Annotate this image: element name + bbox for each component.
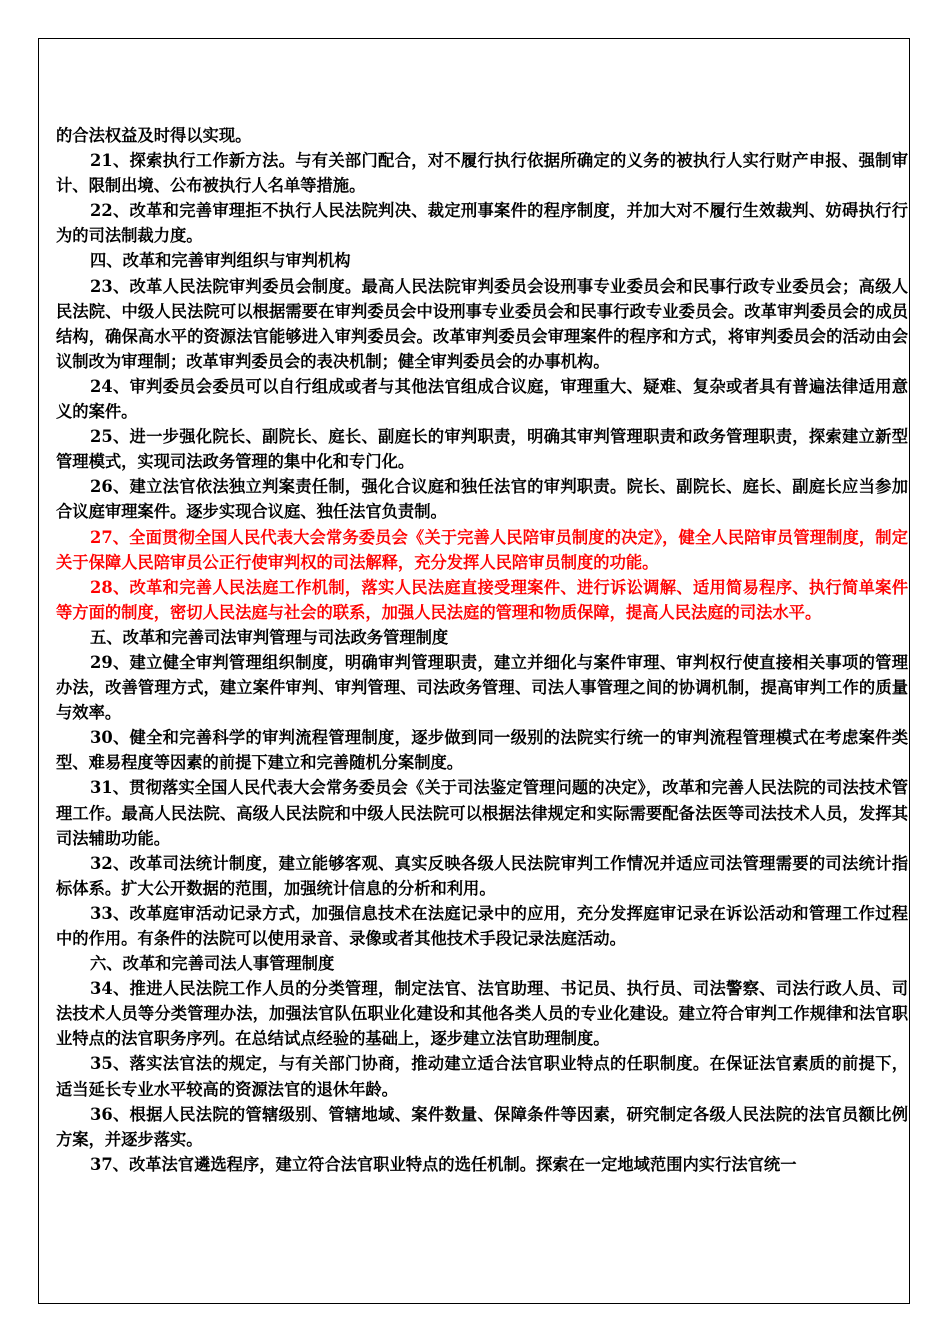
paragraph-item-27-highlighted: 27、全面贯彻全国人民代表大会常务委员会《关于完善人民陪审员制度的决定》，健全人民陪审员管理制度，制定关于保障人民陪审员公正行使审判权的司法解释，充分发挥人民陪审员制度的功能。 (56, 527, 908, 572)
paragraph-item-29: 29、建立健全审判管理组织制度，明确审判管理职责，建立并细化与案件审理、审判权行使直接相关事项的管理办法，改善管理方式，建立案件审判、审判管理、司法政务管理、司法人事管理之间的协调机制，提高审判工作的质量与效率。 (56, 652, 908, 723)
paragraph-item-24: 24、审判委员会委员可以自行组成或者与其他法官组成合议庭，审理重大、疑难、复杂或者具有普遍法律适用意义的案件。 (56, 376, 908, 422)
paragraph-item-36: 36、根据人民法院的管辖级别、管辖地域、案件数量、保障条件等因素，研究制定各级人民法院的法官员额比例方案，并逐步落实。 (56, 1104, 908, 1149)
paragraph-item-22: 22、改革和完善审理拒不执行人民法院判决、裁定刑事案件的程序制度，并加大对不履行生效裁判、妨碍执行行为的司法制裁力度。 (56, 201, 908, 246)
paragraph-item-30: 30、健全和完善科学的审判流程管理制度，逐步做到同一级别的法院实行统一的审判流程管理模式在考虑案件类型、难易程度等因素的前提下建立和完善随机分案制度。 (56, 728, 908, 773)
document-body (56, 123, 908, 1177)
paragraph-item-37: 37、改革法官遴选程序，建立符合法官职业特点的选任机制。探索在一定地域范围内实行法官统一 (90, 1154, 797, 1174)
section-heading-4: 四、改革和完善审判组织与审判机构 (90, 251, 351, 271)
paragraph-item-35: 35、落实法官法的规定，与有关部门协商，推动建立适合法官职业特点的任职制度。在保证法官素质的前提下，适当延长专业水平较高的资源法官的退休年龄。 (56, 1054, 908, 1099)
paragraph-item-34: 34、推进人民法院工作人员的分类管理，制定法官、法官助理、书记员、执行员、司法警察、司法行政人员、司法技术人员等分类管理办法，加强法官队伍职业化建设和其他各类人员的专业化建设。建立符合审判工作规律和法官职业特点的法官职务序列。在总结试点经验的基础上，逐步建立法官助理制度。 (56, 979, 908, 1049)
paragraph-item-31: 31、贯彻落实全国人民代表大会常务委员会《关于司法鉴定管理问题的决定》，改革和完善人民法院的司法技术管理工作。最高人民法院、高级人民法院和中级人民法院可以根据法律规定和实际需要配备法医等司法技术人员，发挥其司法辅助功能。 (56, 778, 908, 848)
paragraph-item-23: 23、改革人民法院审判委员会制度。最高人民法院审判委员会设刑事专业委员会和民事行政专业委员会；高级人民法院、中级人民法院可以根据需要在审判委员会中设刑事专业委员会和民事行政专业委员会。改革审判委员会的成员结构，确保高水平的资源法官能够进入审判委员会。改革审判委员会审理案件的程序和方式，将审判委员会的活动由会议制改为审理制；改革审判委员会的表决机制；健全审判委员会的办事机构。 (56, 276, 908, 371)
paragraph-item-26: 26、建立法官依法独立判案责任制，强化合议庭和独任法官的审判职责。院长、副院长、庭长、副庭长应当参加合议庭审理案件。逐步实现合议庭、独任法官负责制。 (56, 477, 908, 522)
paragraph-continuation: 的合法权益及时得以实现。 (56, 126, 252, 145)
paragraph-item-25: 25、进一步强化院长、副院长、庭长、副庭长的审判职责，明确其审判管理职责和政务管理职责，探索建立新型管理模式，实现司法政务管理的集中化和专门化。 (56, 427, 908, 472)
paragraph-item-21: 21、探索执行工作新方法。与有关部门配合，对不履行执行依据所确定的义务的被执行人实行财产申报、强制审计、限制出境、公布被执行人名单等措施。 (56, 151, 908, 196)
paragraph-item-32: 32、改革司法统计制度，建立能够客观、真实反映各级人民法院审判工作情况并适应司法管理需要的司法统计指标体系。扩大公开数据的范围，加强统计信息的分析和利用。 (56, 853, 908, 898)
section-heading-5: 五、改革和完善司法审判管理与司法政务管理制度 (90, 627, 449, 647)
section-heading-6: 六、改革和完善司法人事管理制度 (90, 954, 335, 974)
paragraph-item-33: 33、改革庭审活动记录方式，加强信息技术在法庭记录中的应用，充分发挥庭审记录在诉讼活动和管理工作过程中的作用。有条件的法院可以使用录音、录像或者其他技术手段记录法庭活动。 (56, 903, 908, 948)
paragraph-item-28-highlighted: 28、改革和完善人民法庭工作机制，落实人民法庭直接受理案件、进行诉讼调解、适用简易程序、执行简单案件等方面的制度，密切人民法庭与社会的联系，加强人民法庭的管理和物质保障，提高人民法庭的司法水平。 (56, 577, 908, 622)
